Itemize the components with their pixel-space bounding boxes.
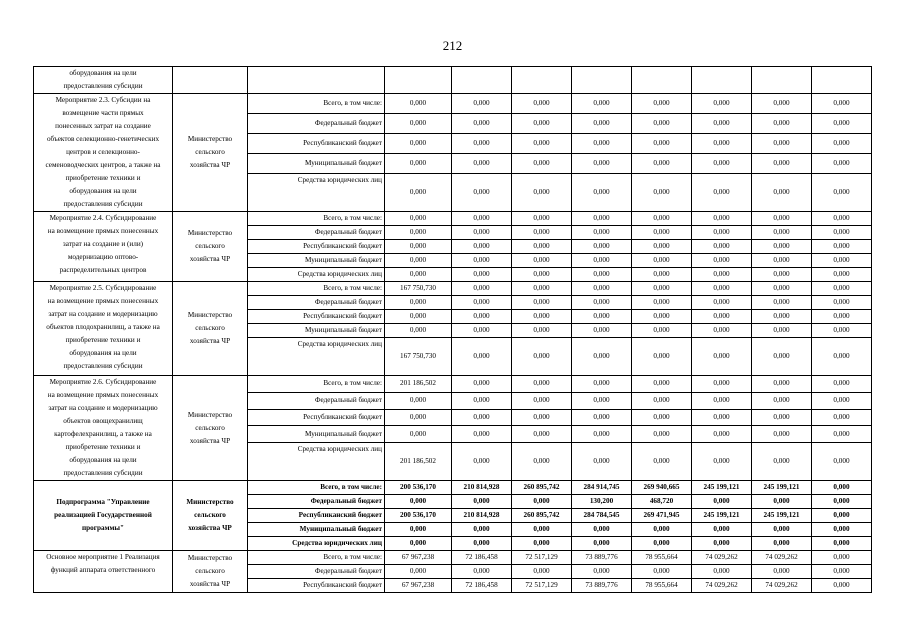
amount-cell: 284 914,745	[572, 481, 632, 495]
continuation-name: оборудования на цели предоставления субсидии	[34, 67, 173, 94]
amount-cell: 0,000	[385, 523, 452, 537]
amount-cell: 0,000	[752, 409, 812, 426]
amount-cell: 0,000	[452, 409, 512, 426]
amount-cell: 0,000	[512, 212, 572, 226]
amount-cell: 0,000	[385, 324, 452, 338]
amount-cell: 0,000	[632, 338, 692, 376]
amount-cell: 0,000	[632, 240, 692, 254]
funding-source: Муниципальный бюджет	[248, 154, 385, 174]
amount-cell: 0,000	[512, 282, 572, 296]
executor: Министерство сельского хозяйства ЧР	[173, 212, 248, 282]
amount-cell: 0,000	[572, 226, 632, 240]
amount-cell: 0,000	[752, 324, 812, 338]
amount-cell: 0,000	[572, 565, 632, 579]
amount-cell: 0,000	[572, 240, 632, 254]
amount-cell: 0,000	[752, 537, 812, 551]
amount-cell: 0,000	[692, 443, 752, 481]
amount-cell: 0,000	[512, 134, 572, 154]
amount-cell: 0,000	[812, 579, 872, 593]
amount-cell: 0,000	[512, 426, 572, 443]
amount-cell: 0,000	[752, 565, 812, 579]
amount-cell: 0,000	[512, 268, 572, 282]
amount-cell: 0,000	[452, 282, 512, 296]
amount-cell: 0,000	[752, 282, 812, 296]
amount-cell: 0,000	[572, 134, 632, 154]
amount-cell: 269 940,665	[632, 481, 692, 495]
amount-cell: 0,000	[452, 324, 512, 338]
amount-cell: 167 750,730	[385, 282, 452, 296]
amount-cell: 0,000	[512, 338, 572, 376]
executor: Министерство сельского хозяйства ЧР	[173, 551, 248, 593]
amount-cell: 0,000	[632, 426, 692, 443]
amount-cell: 0,000	[692, 94, 752, 114]
amount-cell: 74 029,262	[692, 579, 752, 593]
amount-cell: 0,000	[632, 254, 692, 268]
amount-cell: 67 967,238	[385, 551, 452, 565]
amount-cell: 0,000	[692, 426, 752, 443]
amount-cell: 0,000	[692, 268, 752, 282]
continuation-row	[34, 67, 872, 94]
amount-cell: 0,000	[812, 495, 872, 509]
amount-cell: 0,000	[692, 409, 752, 426]
amount-cell: 73 889,776	[572, 579, 632, 593]
amount-cell: 0,000	[812, 226, 872, 240]
executor: Министерство сельского хозяйства ЧР	[173, 481, 248, 551]
amount-cell: 72 517,129	[512, 579, 572, 593]
amount-cell: 0,000	[385, 310, 452, 324]
amount-cell: 0,000	[692, 296, 752, 310]
amount-cell: 0,000	[752, 254, 812, 268]
amount-cell: 0,000	[812, 565, 872, 579]
funding-source: Средства юридических лиц	[248, 174, 385, 212]
funding-source: Федеральный бюджет	[248, 392, 385, 409]
amount-cell: 0,000	[385, 426, 452, 443]
amount-cell: 201 186,502	[385, 376, 452, 393]
amount-cell: 0,000	[812, 409, 872, 426]
funding-source: Всего, в том числе:	[248, 551, 385, 565]
amount-cell: 0,000	[512, 310, 572, 324]
amount-cell: 0,000	[632, 443, 692, 481]
amount-cell: 0,000	[512, 324, 572, 338]
amount-cell: 0,000	[572, 94, 632, 114]
amount-cell: 0,000	[452, 154, 512, 174]
amount-cell: 0,000	[572, 409, 632, 426]
funding-source: Средства юридических лиц	[248, 537, 385, 551]
amount-cell: 0,000	[385, 409, 452, 426]
amount-cell: 0,000	[752, 426, 812, 443]
amount-cell: 0,000	[452, 212, 512, 226]
amount-cell: 0,000	[752, 523, 812, 537]
amount-cell: 0,000	[692, 114, 752, 134]
funding-source: Федеральный бюджет	[248, 296, 385, 310]
amount-cell: 0,000	[572, 212, 632, 226]
amount-cell: 0,000	[632, 174, 692, 212]
amount-cell: 0,000	[632, 537, 692, 551]
amount-cell: 0,000	[572, 443, 632, 481]
amount-cell: 0,000	[512, 376, 572, 393]
amount-cell: 0,000	[385, 495, 452, 509]
amount-cell: 0,000	[632, 212, 692, 226]
amount-cell: 0,000	[512, 154, 572, 174]
amount-cell: 0,000	[812, 551, 872, 565]
amount-cell: 0,000	[512, 495, 572, 509]
program-name: Мероприятие 2.6. Субсидирование на возмещение прямых понесенных затрат на создание и модернизацию объектов овощехранилищ картофелехранилищ, а также на приобретение техники и оборудования на цели предоставления субсидии	[34, 376, 173, 481]
amount-cell: 0,000	[632, 154, 692, 174]
amount-cell: 0,000	[692, 565, 752, 579]
funding-source: Федеральный бюджет	[248, 226, 385, 240]
amount-cell: 0,000	[572, 154, 632, 174]
amount-cell: 0,000	[752, 114, 812, 134]
amount-cell: 0,000	[452, 226, 512, 240]
amount-cell: 0,000	[812, 154, 872, 174]
amount-cell: 0,000	[812, 254, 872, 268]
amount-cell: 0,000	[452, 134, 512, 154]
amount-cell: 0,000	[452, 392, 512, 409]
funding-source: Республиканский бюджет	[248, 409, 385, 426]
amount-cell: 0,000	[632, 114, 692, 134]
amount-cell: 0,000	[812, 240, 872, 254]
amount-cell: 0,000	[385, 537, 452, 551]
amount-cell: 0,000	[512, 226, 572, 240]
amount-cell: 72 186,458	[452, 579, 512, 593]
amount-cell: 0,000	[632, 324, 692, 338]
amount-cell: 245 199,121	[692, 509, 752, 523]
amount-cell: 269 471,945	[632, 509, 692, 523]
amount-cell: 0,000	[632, 296, 692, 310]
amount-cell: 74 029,262	[752, 551, 812, 565]
amount-cell: 0,000	[572, 324, 632, 338]
amount-cell: 0,000	[572, 523, 632, 537]
amount-cell: 0,000	[385, 296, 452, 310]
amount-cell: 0,000	[812, 481, 872, 495]
amount-cell: 0,000	[632, 565, 692, 579]
funding-source: Республиканский бюджет	[248, 134, 385, 154]
amount-cell: 0,000	[632, 523, 692, 537]
page-number: 212	[442, 38, 463, 53]
amount-cell: 0,000	[692, 212, 752, 226]
amount-cell: 0,000	[452, 338, 512, 376]
amount-cell: 0,000	[752, 212, 812, 226]
amount-cell: 73 889,776	[572, 551, 632, 565]
amount-cell: 0,000	[632, 310, 692, 324]
funding-source: Всего, в том числе:	[248, 212, 385, 226]
amount-cell: 0,000	[812, 134, 872, 154]
amount-cell: 0,000	[752, 94, 812, 114]
amount-cell: 245 199,121	[752, 481, 812, 495]
amount-cell: 0,000	[692, 523, 752, 537]
amount-cell: 0,000	[692, 324, 752, 338]
amount-cell: 78 955,664	[632, 579, 692, 593]
amount-cell: 0,000	[752, 226, 812, 240]
amount-cell: 201 186,502	[385, 443, 452, 481]
amount-cell: 0,000	[452, 94, 512, 114]
funding-source: Республиканский бюджет	[248, 579, 385, 593]
amount-cell: 0,000	[385, 565, 452, 579]
amount-cell: 0,000	[452, 537, 512, 551]
amount-cell: 0,000	[632, 134, 692, 154]
funding-source: Всего, в том числе:	[248, 94, 385, 114]
program-name: Основное мероприятие 1 Реализация функций аппарата ответственного	[34, 551, 173, 593]
amount-cell: 0,000	[572, 174, 632, 212]
amount-cell: 0,000	[452, 495, 512, 509]
amount-cell: 0,000	[752, 240, 812, 254]
amount-cell: 0,000	[752, 174, 812, 212]
amount-cell: 0,000	[692, 537, 752, 551]
funding-source: Федеральный бюджет	[248, 114, 385, 134]
amount-cell: 0,000	[452, 426, 512, 443]
amount-cell: 0,000	[692, 376, 752, 393]
amount-cell: 284 784,545	[572, 509, 632, 523]
amount-cell: 0,000	[812, 338, 872, 376]
amount-cell: 0,000	[812, 392, 872, 409]
amount-cell: 0,000	[812, 212, 872, 226]
amount-cell: 0,000	[572, 338, 632, 376]
amount-cell: 0,000	[692, 226, 752, 240]
amount-cell: 0,000	[385, 392, 452, 409]
amount-cell: 0,000	[385, 154, 452, 174]
funding-source: Республиканский бюджет	[248, 240, 385, 254]
amount-cell: 0,000	[452, 174, 512, 212]
amount-cell: 0,000	[385, 240, 452, 254]
amount-cell: 0,000	[632, 226, 692, 240]
funding-source: Всего, в том числе:	[248, 481, 385, 495]
amount-cell: 0,000	[692, 310, 752, 324]
amount-cell: 167 750,730	[385, 338, 452, 376]
amount-cell: 0,000	[385, 212, 452, 226]
amount-cell: 210 814,928	[452, 509, 512, 523]
amount-cell: 0,000	[632, 376, 692, 393]
amount-cell: 0,000	[752, 268, 812, 282]
amount-cell: 0,000	[385, 268, 452, 282]
funding-source: Средства юридических лиц	[248, 338, 385, 376]
amount-cell: 0,000	[572, 268, 632, 282]
funding-source: Муниципальный бюджет	[248, 254, 385, 268]
amount-cell: 210 814,928	[452, 481, 512, 495]
amount-cell: 0,000	[512, 296, 572, 310]
amount-cell: 0,000	[385, 254, 452, 268]
amount-cell: 0,000	[812, 94, 872, 114]
amount-cell: 72 186,458	[452, 551, 512, 565]
amount-cell: 0,000	[512, 240, 572, 254]
amount-cell: 0,000	[572, 310, 632, 324]
amount-cell: 0,000	[812, 282, 872, 296]
amount-cell: 0,000	[385, 226, 452, 240]
amount-cell: 0,000	[452, 376, 512, 393]
program-name: Мероприятие 2.4. Субсидирование на возмещение прямых понесенных затрат на создание и (или) модернизацию оптово- распределительных центров	[34, 212, 173, 282]
amount-cell: 0,000	[812, 426, 872, 443]
funding-source: Федеральный бюджет	[248, 565, 385, 579]
amount-cell: 0,000	[512, 523, 572, 537]
amount-cell: 0,000	[452, 523, 512, 537]
amount-cell: 0,000	[385, 134, 452, 154]
table-row	[34, 376, 872, 393]
amount-cell: 0,000	[752, 134, 812, 154]
amount-cell: 0,000	[812, 443, 872, 481]
amount-cell: 0,000	[692, 254, 752, 268]
amount-cell: 72 517,129	[512, 551, 572, 565]
amount-cell: 0,000	[812, 296, 872, 310]
amount-cell: 0,000	[692, 282, 752, 296]
amount-cell: 78 955,664	[632, 551, 692, 565]
amount-cell: 0,000	[572, 282, 632, 296]
amount-cell: 0,000	[752, 376, 812, 393]
amount-cell: 0,000	[452, 296, 512, 310]
amount-cell: 0,000	[452, 114, 512, 134]
amount-cell: 0,000	[512, 174, 572, 212]
amount-cell: 0,000	[692, 134, 752, 154]
amount-cell: 0,000	[692, 174, 752, 212]
program-name: Подпрограмма "Управление реализацией Государственной программы"	[34, 481, 173, 551]
amount-cell: 0,000	[512, 254, 572, 268]
table-row	[34, 282, 872, 296]
amount-cell: 0,000	[572, 537, 632, 551]
amount-cell: 0,000	[812, 310, 872, 324]
amount-cell: 0,000	[692, 495, 752, 509]
amount-cell: 0,000	[812, 268, 872, 282]
amount-cell: 0,000	[512, 94, 572, 114]
funding-source: Всего, в том числе:	[248, 376, 385, 393]
amount-cell: 130,200	[572, 495, 632, 509]
amount-cell: 0,000	[692, 392, 752, 409]
amount-cell: 0,000	[512, 565, 572, 579]
funding-source: Всего, в том числе:	[248, 282, 385, 296]
funding-source: Муниципальный бюджет	[248, 523, 385, 537]
amount-cell: 0,000	[752, 392, 812, 409]
funding-source: Средства юридических лиц	[248, 268, 385, 282]
table-row	[34, 481, 872, 495]
amount-cell: 200 536,170	[385, 509, 452, 523]
program-name: Мероприятие 2.5. Субсидирование на возмещение прямых понесенных затрат на создание и модернизацию объектов плодохранилищ, а также на приобретение техники и оборудования на цели предоставления субсидии	[34, 282, 173, 376]
amount-cell: 67 967,238	[385, 579, 452, 593]
amount-cell: 0,000	[812, 324, 872, 338]
amount-cell: 0,000	[752, 296, 812, 310]
amount-cell: 0,000	[572, 254, 632, 268]
amount-cell: 0,000	[512, 537, 572, 551]
amount-cell: 0,000	[692, 154, 752, 174]
amount-cell: 0,000	[812, 523, 872, 537]
amount-cell: 0,000	[752, 443, 812, 481]
amount-cell: 0,000	[512, 443, 572, 481]
amount-cell: 74 029,262	[752, 579, 812, 593]
amount-cell: 0,000	[385, 94, 452, 114]
amount-cell: 0,000	[452, 268, 512, 282]
amount-cell: 0,000	[812, 509, 872, 523]
amount-cell: 0,000	[812, 174, 872, 212]
amount-cell: 0,000	[692, 240, 752, 254]
amount-cell: 0,000	[452, 310, 512, 324]
amount-cell: 0,000	[752, 154, 812, 174]
amount-cell: 0,000	[452, 240, 512, 254]
amount-cell: 260 895,742	[512, 481, 572, 495]
amount-cell: 260 895,742	[512, 509, 572, 523]
amount-cell: 0,000	[512, 409, 572, 426]
amount-cell: 0,000	[512, 114, 572, 134]
executor: Министерство сельского хозяйства ЧР	[173, 376, 248, 481]
amount-cell: 0,000	[572, 296, 632, 310]
funding-source: Федеральный бюджет	[248, 495, 385, 509]
amount-cell: 0,000	[812, 114, 872, 134]
amount-cell: 0,000	[752, 495, 812, 509]
amount-cell: 0,000	[385, 174, 452, 212]
amount-cell: 0,000	[692, 338, 752, 376]
table-row	[34, 551, 872, 565]
amount-cell: 0,000	[572, 426, 632, 443]
funding-source: Средства юридических лиц	[248, 443, 385, 481]
amount-cell: 245 199,121	[692, 481, 752, 495]
amount-cell: 0,000	[452, 254, 512, 268]
amount-cell: 0,000	[752, 310, 812, 324]
funding-source: Муниципальный бюджет	[248, 426, 385, 443]
amount-cell: 0,000	[632, 392, 692, 409]
amount-cell: 74 029,262	[692, 551, 752, 565]
funding-source: Муниципальный бюджет	[248, 324, 385, 338]
amount-cell: 0,000	[452, 565, 512, 579]
amount-cell: 0,000	[632, 94, 692, 114]
amount-cell: 0,000	[572, 392, 632, 409]
amount-cell: 200 536,170	[385, 481, 452, 495]
amount-cell: 0,000	[812, 537, 872, 551]
amount-cell: 468,720	[632, 495, 692, 509]
amount-cell: 245 199,121	[752, 509, 812, 523]
amount-cell: 0,000	[812, 376, 872, 393]
program-name: Мероприятие 2.3. Субсидии на возмещение части прямых понесенных затрат на создание объектов селекционно-генетических центров и селекционно- семеноводческих центров, а также на приобретение техники и оборудования на цели предоставления субсидии	[34, 94, 173, 212]
executor: Министерство сельского хозяйства ЧР	[173, 94, 248, 212]
table-row	[34, 212, 872, 226]
funding-source: Республиканский бюджет	[248, 509, 385, 523]
amount-cell: 0,000	[572, 376, 632, 393]
amount-cell: 0,000	[632, 282, 692, 296]
amount-cell: 0,000	[632, 409, 692, 426]
table-row	[34, 94, 872, 114]
amount-cell: 0,000	[385, 114, 452, 134]
amount-cell: 0,000	[752, 338, 812, 376]
amount-cell: 0,000	[572, 114, 632, 134]
executor: Министерство сельского хозяйства ЧР	[173, 282, 248, 376]
amount-cell: 0,000	[512, 392, 572, 409]
amount-cell: 0,000	[452, 443, 512, 481]
funding-source: Республиканский бюджет	[248, 310, 385, 324]
amount-cell: 0,000	[632, 268, 692, 282]
budget-table	[33, 66, 872, 593]
